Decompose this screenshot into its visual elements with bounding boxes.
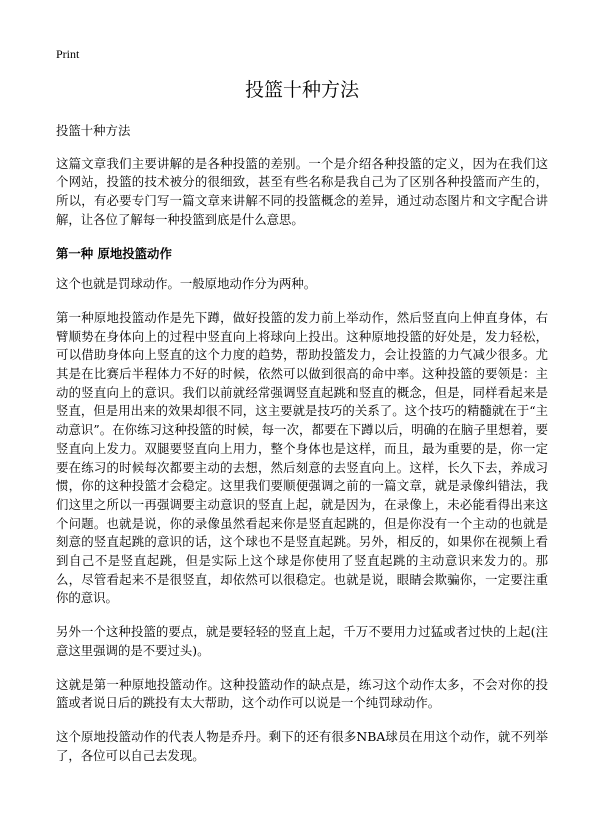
section-paragraph-4: 这就是第一种原地投篮动作。这种投篮动作的缺点是，练习这个动作太多，不会对你的投篮或者说日后的跳投有太大帮助，这个动作可以说是一个纯罚球动作。 [56, 676, 548, 711]
print-label: Print [56, 47, 80, 61]
article-subtitle: 投篮十种方法 [56, 123, 131, 138]
section-paragraph-1: 这个也就是罚球动作。一般原地动作分为两种。 [56, 276, 317, 292]
article-title: 投篮十种方法 [244, 79, 359, 101]
section-paragraph-3: 另外一个这种投篮的要点，就是要轻轻的竖直上起，千万不要用力过猛或者过快的上起(注意这里强调的是不要过头)。 [56, 624, 548, 658]
section-paragraph-2: 第一种原地投篮动作是先下蹲，做好投篮的发力前上举动作，然后竖直向上伸直身体，右臂顺势在身体向上的过程中竖直向上将球向上投出。这种原地投篮的好处是，发力轻松，可以借助身体向上竖直的这个力度的趋势，帮助投篮发力，会让投篮的力气减少很多。尤其是在比赛后半程体力不好的时候，依然可以做到很高的命中率。这种投篮的要领是：主动的竖直向上的意识。我们以前就经常强调竖直起跳和竖直的概念，但是，同样看起来是竖直，但是用出来的效果却很不同，这主要就是技巧的关系了。这个技巧的精髓就在于“主动意识”。在你练习这种投篮的时候，每一次，都要在下蹲以后，明确的在脑子里想着，要竖直向上发力。双腿要竖直向上用力，整个身体也是这样，而且，最为重要的是，你一定要在练习的时候每次都要主动的去想，然后刻意的去竖直向上。这样，长久下去，养成习惯，你的这种投篮才会稳定。这里我们要顺便强调之前的一篇文章，就是录像纠错法，我们这里之所以一再强调要主动意识的竖直上起，就是因为，在录像上，未必能看得出来这个问题。也就是说，你的录像虽然看起来你是竖直起跳的，但是你没有一个主动的也就是刻意的竖直起跳的意识的话，这个球也不是竖直起跳。另外，相反的，如果你在视频上看到自己不是竖直起跳，但是实际上这个球是你使用了竖直起跳的主动意识来发力的。那么，尽管看起来不是很竖直，却依然可以很稳定。也就是说，眼睛会欺骗你，一定要注重你的意识。 [56, 309, 548, 606]
article-body [56, 122, 548, 780]
intro-paragraph: 这篇文章我们主要讲解的是各种投篮的差别。一个是介绍各种投篮的定义，因为在我们这个网站，投篮的技术被分的很细致，甚至有些名称是我自己为了区别各种投篮而产生的，所以，有必要专门写一篇文章来讲解不同的投篮概念的差异，通过动态图片和文字配合讲解，让各位了解每一种投篮到底是什么意思。 [56, 155, 548, 227]
section-heading: 第一种 原地投篮动作 [56, 245, 172, 261]
section-paragraph-5: 这个原地投篮动作的代表人物是乔丹。剩下的还有很多NBA球员在用这个动作，就不列举了，各位可以自己去发现。 [56, 728, 548, 763]
